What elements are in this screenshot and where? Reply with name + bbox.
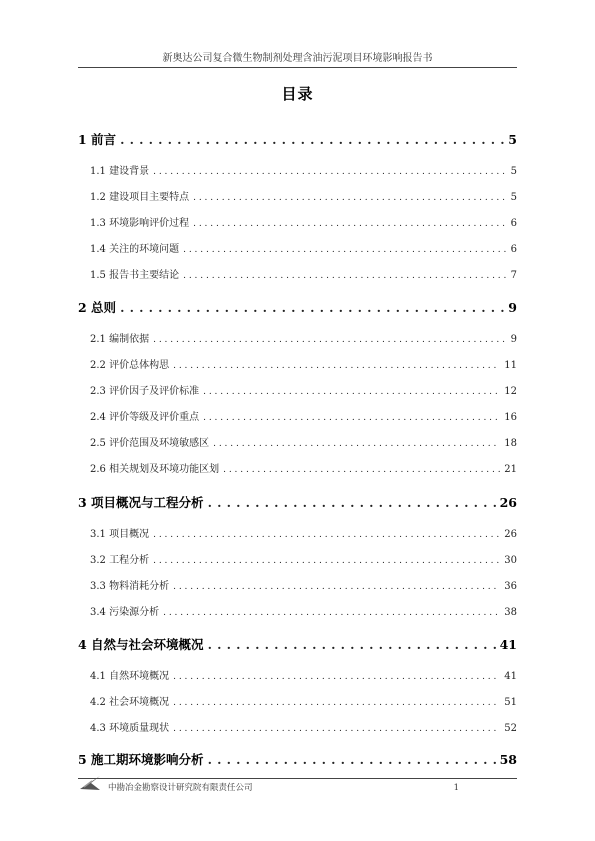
- toc-section-entry[interactable]: [78, 525, 517, 540]
- running-footer: [78, 780, 517, 796]
- toc-leader-dots: [173, 361, 500, 371]
- toc-entry-page: 26: [504, 529, 517, 540]
- toc-section-entry[interactable]: [78, 434, 517, 449]
- toc-leader-dots: [208, 637, 496, 652]
- toc-leader-dots: [208, 752, 496, 767]
- toc-leader-dots: [120, 300, 504, 315]
- toc-title: 目录: [281, 85, 314, 103]
- toc-entry-page: 6: [510, 218, 517, 229]
- toc-entry-label: 5 施工期环境影响分析: [78, 752, 204, 767]
- toc-section-entry[interactable]: [78, 551, 517, 566]
- toc-leader-dots: [173, 698, 500, 708]
- toc-entry-label: 3.1 项目概况: [90, 529, 150, 540]
- toc-chapter-entry[interactable]: [78, 493, 517, 511]
- toc-entry-page: 36: [504, 581, 517, 592]
- toc-leader-dots: [183, 245, 507, 255]
- toc-entry-page: 6: [510, 244, 517, 255]
- toc-leader-dots: [183, 271, 507, 281]
- toc-section-entry[interactable]: [78, 214, 517, 229]
- toc-entry-label: 1.5 报告书主要结论: [90, 270, 180, 281]
- running-header: 新奥达公司复合微生物制剂处理含油污泥项目环境影响报告书: [162, 53, 433, 64]
- toc-entry-page: 30: [504, 555, 517, 566]
- toc-entry-page: 38: [504, 607, 517, 618]
- toc-leader-dots: [173, 672, 500, 682]
- toc-section-entry[interactable]: [78, 667, 517, 682]
- toc-entry-page: 9: [508, 300, 517, 315]
- toc-entry-label: 4.2 社会环境概况: [90, 697, 170, 708]
- toc-section-entry[interactable]: [78, 577, 517, 592]
- toc-entry-page: 5: [510, 192, 517, 203]
- toc-chapter-entry[interactable]: [78, 298, 517, 316]
- toc-entry-page: 9: [510, 334, 517, 345]
- toc-leader-dots: [153, 335, 507, 345]
- toc-entry-label: 4.3 环境质量现状: [90, 723, 170, 734]
- toc-entry-label: 2.4 评价等级及评价重点: [90, 412, 200, 423]
- toc-leader-dots: [153, 167, 507, 177]
- toc-section-entry[interactable]: [78, 603, 517, 618]
- toc-section-entry[interactable]: [78, 162, 517, 177]
- toc-leader-dots: [208, 495, 496, 510]
- toc-entry-page: 21: [504, 464, 517, 475]
- toc-entry-label: 2.1 编制依据: [90, 334, 150, 345]
- toc-leader-dots: [120, 132, 504, 147]
- toc-section-entry[interactable]: [78, 240, 517, 255]
- toc-entry-page: 26: [499, 495, 517, 510]
- footer-page-number: 1: [453, 783, 459, 793]
- toc-entry-label: 4 自然与社会环境概况: [78, 637, 204, 652]
- toc-entry-page: 41: [499, 637, 517, 652]
- toc-leader-dots: [223, 465, 500, 475]
- company-logo-icon: [78, 772, 102, 792]
- toc-entry-page: 5: [508, 132, 517, 147]
- toc-section-entry[interactable]: [78, 460, 517, 475]
- toc-entry-page: 12: [504, 386, 517, 397]
- toc-leader-dots: [153, 556, 500, 566]
- toc-entry-label: 1 前言: [78, 132, 117, 147]
- toc-entry-page: 51: [504, 697, 517, 708]
- toc-leader-dots: [213, 439, 500, 449]
- toc-entry-label: 3.3 物料消耗分析: [90, 581, 170, 592]
- toc-entry-label: 2.5 评价范围及环境敏感区: [90, 438, 210, 449]
- toc-leader-dots: [193, 219, 507, 229]
- toc-entry-page: 52: [504, 723, 517, 734]
- toc-section-entry[interactable]: [78, 408, 517, 423]
- toc-section-entry[interactable]: [78, 266, 517, 281]
- toc-leader-dots: [203, 413, 500, 423]
- toc-entry-page: 58: [499, 752, 517, 767]
- toc-entry-label: 2 总则: [78, 300, 117, 315]
- toc-entry-label: 3.2 工程分析: [90, 555, 150, 566]
- toc-entry-label: 3.4 污染源分析: [90, 607, 160, 618]
- toc-chapter-entry[interactable]: [78, 750, 517, 768]
- toc-chapter-entry[interactable]: [78, 635, 517, 653]
- toc-entry-page: 5: [510, 166, 517, 177]
- toc-entry-label: 1.3 环境影响评价过程: [90, 218, 190, 229]
- toc-section-entry[interactable]: [78, 356, 517, 371]
- toc-entry-page: 7: [510, 270, 517, 281]
- toc-entry-label: 1.1 建设背景: [90, 166, 150, 177]
- toc-leader-dots: [193, 193, 507, 203]
- footer-company: 中勘冶金勘察设计研究院有限责任公司: [108, 783, 253, 793]
- toc-leader-dots: [173, 582, 500, 592]
- toc-entry-page: 18: [504, 438, 517, 449]
- toc-section-entry[interactable]: [78, 188, 517, 203]
- toc-leader-dots: [153, 530, 500, 540]
- toc-entry-label: 1.2 建设项目主要特点: [90, 192, 190, 203]
- toc-section-entry[interactable]: [78, 719, 517, 734]
- toc-leader-dots: [203, 387, 500, 397]
- toc-entry-page: 11: [504, 360, 517, 371]
- toc-leader-dots: [163, 608, 500, 618]
- toc-entry-label: 3 项目概况与工程分析: [78, 495, 204, 510]
- toc-entry-label: 2.3 评价因子及评价标准: [90, 386, 200, 397]
- toc-entry-label: 2.2 评价总体构思: [90, 360, 170, 371]
- toc-section-entry[interactable]: [78, 330, 517, 345]
- toc-entry-page: 16: [504, 412, 517, 423]
- header-divider: [78, 67, 517, 68]
- toc-section-entry[interactable]: [78, 693, 517, 708]
- toc-chapter-entry[interactable]: [78, 130, 517, 148]
- toc-entry-label: 2.6 相关规划及环境功能区划: [90, 464, 220, 475]
- toc-entry-label: 1.4 关注的环境问题: [90, 244, 180, 255]
- footer-divider: [78, 778, 517, 779]
- toc-leader-dots: [173, 724, 500, 734]
- toc-entry-page: 41: [504, 671, 517, 682]
- toc-entry-label: 4.1 自然环境概况: [90, 671, 170, 682]
- toc-section-entry[interactable]: [78, 382, 517, 397]
